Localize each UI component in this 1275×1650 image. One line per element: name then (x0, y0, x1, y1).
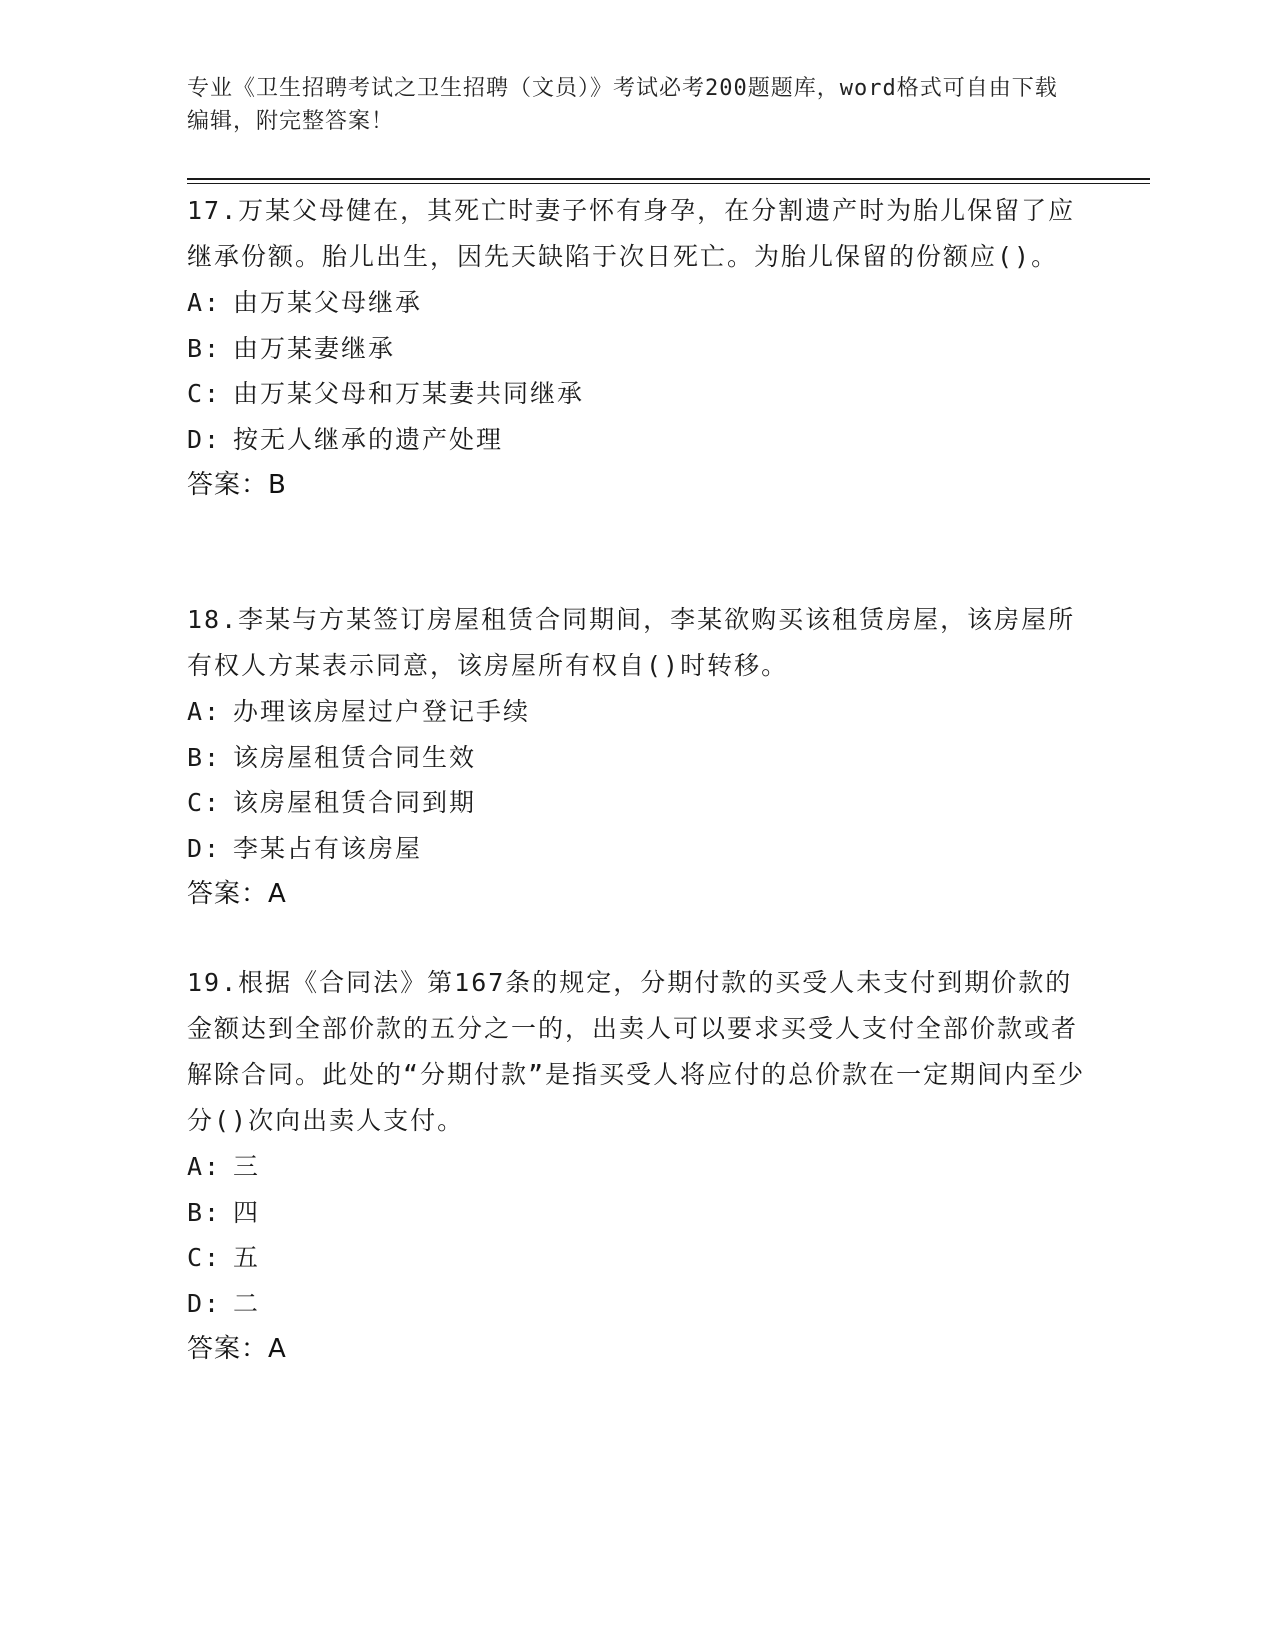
option-key: A: (187, 697, 222, 726)
option-text: 由万某父母继承 (233, 288, 423, 317)
option-c (187, 371, 1087, 417)
question-19 (187, 960, 1087, 1372)
option-c (187, 780, 1087, 826)
question-stem: 18.李某与方某签订房屋租赁合同期间，李某欲购买该租赁房屋，该房屋所有权人方某表示同意，该房屋所有权自()时转移。 (187, 605, 1076, 680)
option-text: 办理该房屋过户登记手续 (233, 697, 531, 726)
option-d (187, 1281, 1087, 1327)
option-key: D: (187, 424, 222, 454)
option-a (187, 280, 1087, 326)
option-text: 该房屋租赁合同到期 (233, 788, 477, 817)
option-key: B: (187, 742, 222, 772)
answer-line: 答案：A (187, 879, 287, 909)
question-18 (187, 597, 1087, 917)
option-text: 由万某父母和万某妻共同继承 (233, 379, 585, 408)
option-d (187, 826, 1087, 872)
document-header: 专业《卫生招聘考试之卫生招聘（文员）》考试必考200题题库，word格式可自由下载编辑，附完整答案！ (187, 76, 1058, 134)
option-key: C: (187, 379, 222, 408)
option-key: D: (187, 1288, 222, 1318)
option-key: B: (187, 1197, 222, 1227)
question-17 (187, 188, 1087, 508)
option-a (187, 1144, 1087, 1190)
option-text: 按无人继承的遗产处理 (233, 424, 504, 454)
option-key: C: (187, 1243, 222, 1272)
option-d (187, 417, 1087, 463)
option-b (187, 735, 1087, 781)
option-key: D: (187, 833, 222, 863)
option-key: A: (187, 288, 222, 317)
option-text: 二 (233, 1288, 261, 1318)
option-b (187, 1190, 1087, 1236)
option-c (187, 1235, 1087, 1281)
header-divider (187, 178, 1150, 184)
question-stem: 17.万某父母健在，其死亡时妻子怀有身孕，在分割遗产时为胎儿保留了应继承份额。胎儿出生，因先天缺陷于次日死亡。为胎儿保留的份额应()。 (187, 196, 1076, 271)
option-b (187, 326, 1087, 372)
option-text: 三 (233, 1152, 261, 1181)
answer-line: 答案：B (187, 470, 287, 500)
option-text: 四 (233, 1197, 261, 1227)
option-a (187, 689, 1087, 735)
option-text: 该房屋租赁合同生效 (233, 742, 477, 772)
option-text: 五 (233, 1243, 261, 1272)
option-key: B: (187, 333, 222, 363)
answer-line: 答案：A (187, 1334, 287, 1364)
option-text: 李某占有该房屋 (233, 833, 423, 863)
question-stem: 19.根据《合同法》第167条的规定，分期付款的买受人未支付到期价款的金额达到全部价款的五分之一的，出卖人可以要求买受人支付全部价款或者解除合同。此处的“分期付款”是指买受人将应付的总价款在一定期间内至少分()次向出卖人支付。 (187, 968, 1086, 1135)
option-key: A: (187, 1152, 222, 1181)
option-text: 由万某妻继承 (233, 333, 396, 363)
option-key: C: (187, 788, 222, 817)
